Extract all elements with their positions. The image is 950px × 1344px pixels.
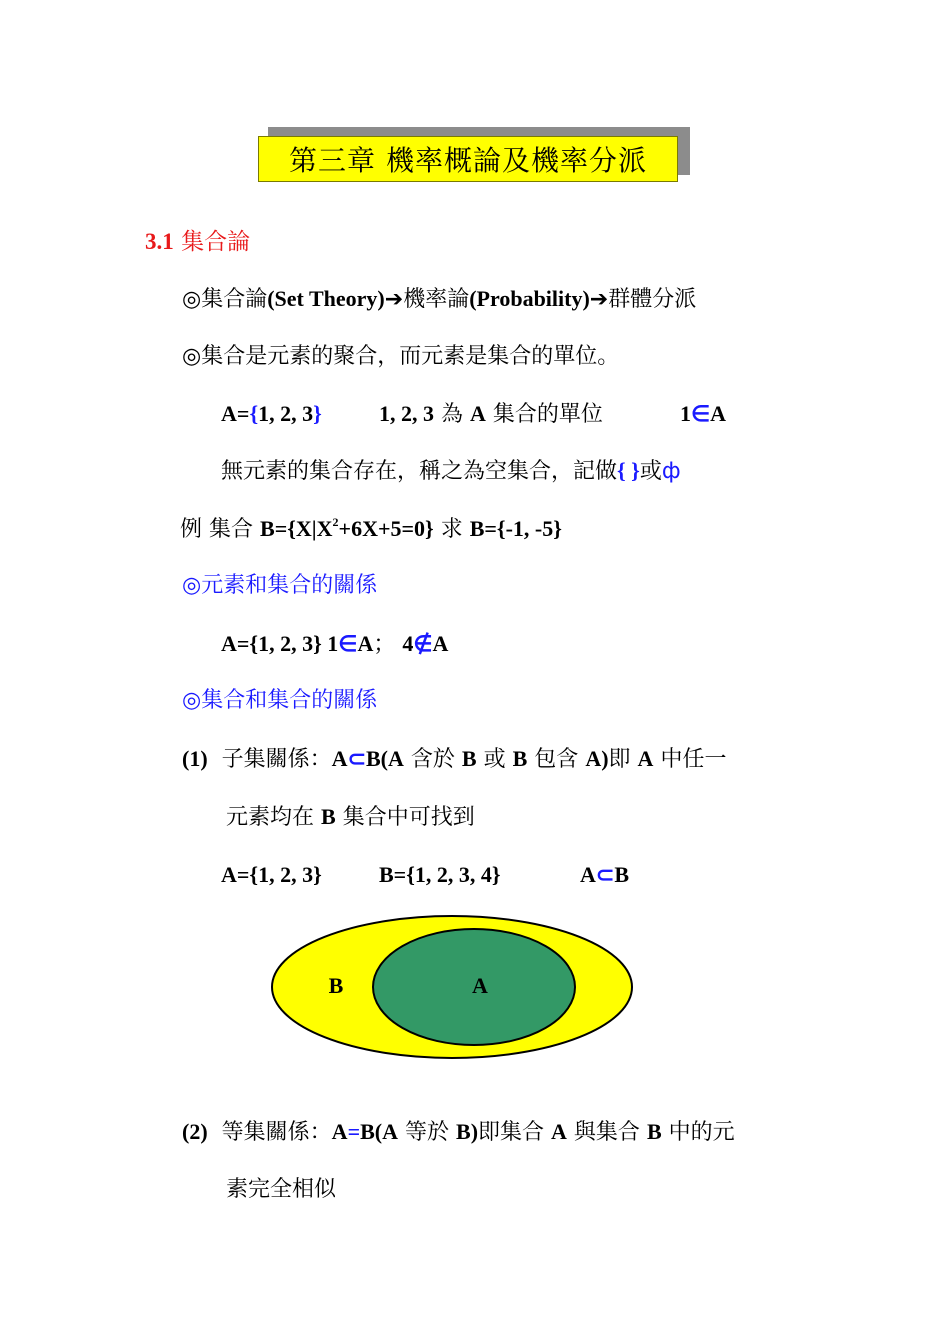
item-subset-cont [226,806,475,829]
item-label: 子集關係： [221,747,332,772]
subset-symbol: ⊂ [595,862,615,887]
text-set-unit: 集合的單位 [492,402,603,427]
text-and-set: 與集合 [573,1120,640,1145]
text-contained: 含於 [410,747,455,772]
item-equal-set-cont: 素完全相似 [226,1177,337,1202]
not-element-of-symbol: ∉ [413,631,433,656]
math-a: A [580,862,596,887]
math-a: A [710,401,727,426]
line-set-definition [182,346,619,368]
empty-braces: { } [617,458,640,483]
heading-element-set-relation [182,575,377,597]
section-name: 集合論 [181,229,251,255]
venn-label-a: A [472,973,488,999]
line-example [180,515,562,542]
math-one: 1 [680,401,691,426]
text-or: 或 [639,459,662,484]
subset-example-relation [580,864,629,887]
math-a: A [331,746,348,771]
bullet-icon: ◎ [182,688,202,713]
equals-symbol: = [347,1119,361,1144]
bullet-icon: ◎ [182,287,202,312]
subset-symbol: ⊂ [347,746,366,771]
line-set-example [221,403,322,426]
math-a: A [357,631,374,656]
section-number: 3.1 [145,229,174,254]
text-set-definition: 集合是元素的聚合，而元素是集合的單位。 [201,344,620,369]
math-superscript: 2 [332,515,339,529]
text-any: 中任一 [660,747,727,772]
text-probability-cn: 機率論 [403,287,470,312]
text-set: 集合 [209,517,254,542]
math-four: 4 [402,631,414,656]
text-probability-en: (Probability) [469,286,590,311]
text-namely-set: 即集合 [478,1120,545,1145]
math-b: B [646,1119,662,1144]
math-b: B(A [366,746,404,771]
left-brace: { [249,401,259,426]
heading-set-set-relation [182,690,377,712]
math-a: A [331,1119,348,1144]
arrow-right-icon: ➔ [589,287,609,312]
separator: ； [373,632,396,657]
text-empty-set: 無元素的集合存在，稱之為空集合，記做 [221,459,618,484]
element-of-symbol: ∈ [338,631,358,656]
math-a: A [637,746,654,771]
math-b: B) [456,1119,479,1144]
empty-set-symbol: ф [661,459,681,484]
text-find: 求 [440,517,463,542]
text-distribution: 群體分派 [608,287,697,312]
text-set-theory-en: (Set Theory) [267,286,385,311]
text-equals: 等於 [405,1120,450,1145]
math-b: B(A [360,1119,398,1144]
subset-example-b: B={1, 2, 3, 4} [379,862,501,887]
section-heading [145,230,250,254]
chapter-title: 第三章 機率概論及機率分派 [258,136,678,182]
element-of-symbol: ∈ [691,401,711,426]
arrow-right-icon: ➔ [384,287,404,312]
bullet-icon: ◎ [182,573,202,598]
line-set-example-membership [680,403,726,426]
text-namely: 即 [608,747,631,772]
subset-example-a: A={1, 2, 3} [221,862,322,887]
bullet-icon: ◎ [182,344,202,369]
right-brace: } [313,401,322,426]
text-each-element: 元素均在 [226,805,315,830]
math-set-b-rest: +6X+5=0} [338,516,434,541]
math-b: B [321,804,336,829]
math-b: B [461,746,477,771]
text-elements: 中的元 [668,1120,735,1145]
math-elements: 1, 2, 3 [379,401,434,426]
text-contains: 包含 [534,747,579,772]
math-elements: 1, 2, 3 [258,401,314,426]
line-empty-set [221,460,681,483]
math-set-b: B={X|X [260,516,333,541]
item-subset [182,748,726,771]
text-is: 為 [441,402,464,427]
venn-label-b: B [328,973,344,999]
math-a: A) [585,746,609,771]
venn-diagram [268,912,638,1062]
line-set-example-desc [379,403,603,426]
line-set-theory [182,288,696,311]
line-membership [221,633,448,656]
math-a-equals: A= [221,401,250,426]
math-a: A [432,631,449,656]
heading-text: 元素和集合的關係 [201,573,378,598]
heading-text: 集合和集合的關係 [201,688,378,713]
math-membership: A={1, 2, 3} 1 [221,631,339,656]
text-set-theory-cn: 集合論 [201,287,268,312]
math-a: A [551,1119,567,1144]
math-b: B [614,862,630,887]
item-number: (2) [182,1119,208,1144]
math-answer: B={-1, -5} [469,516,562,541]
item-label: 等集關係： [221,1120,332,1145]
text-or: 或 [483,747,506,772]
math-a: A [470,401,486,426]
text-example: 例 [180,517,203,542]
item-number: (1) [182,746,208,771]
math-b: B [512,746,528,771]
text-found-in-set: 集合中可找到 [342,805,475,830]
item-equal-set [182,1121,735,1144]
